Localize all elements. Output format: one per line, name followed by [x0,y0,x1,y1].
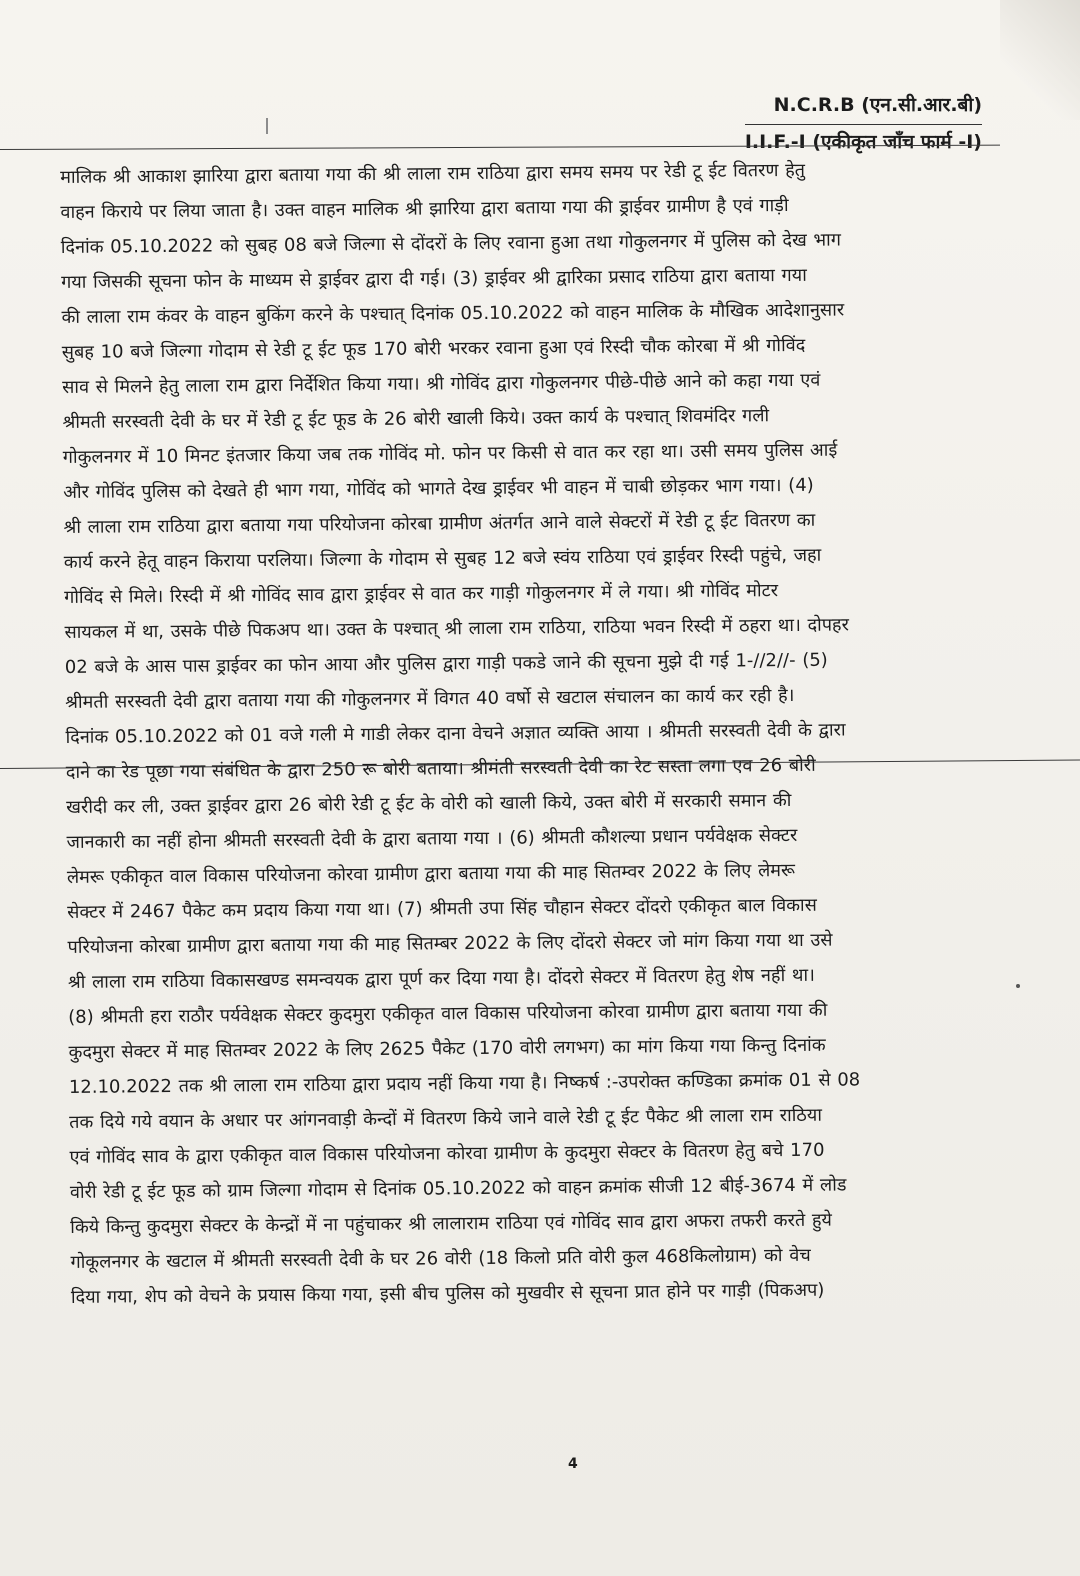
scan-speck [1016,984,1020,988]
body-line: मालिक श्री आकाश झारिया द्वारा बताया गया की श्री लाला राम राठिया द्वारा समय समय पर रेडी टू ईट वितरण हेतु [60,159,806,188]
body-line: कुदमुरा सेक्टर में माह सितम्वर 2022 के लिए 2625 पैकेट (170 वोरी लगभग) का मांग किया गया किन्तु दिनांक [68,1034,826,1063]
body-line: खरीदी कर ली, उक्त ड्राईवर द्वारा 26 बोरी रेडी टू ईट के वोरी को खाली किये, उक्त बोरी में सरकारी समान की [66,790,792,818]
body-text [60,152,951,1315]
form-header [745,88,982,159]
header-iif: I.I.F.-I (एकीकृत जाँच फार्म -I) [744,131,982,153]
body-line: तक दिये गये वयान के अधार पर आंगनवाड़ी केन्दों में वितरण किये जाने वाले रेडी टू ईट पैकेट श्री लाला राम राठिया [69,1104,823,1133]
body-line: परियोजना कोरबा ग्रामीण द्वारा बताया गया की माह सितम्बर 2022 के लिए दोंदरो सेक्टर जो मांग किया गया था उसे [67,929,833,958]
body-line: दिया गया, शेप को वेचने के प्रयास किया गया, इसी बीच पुलिस को मुखवीर से सूचना प्रात होने पर गाड़ी (पिकअप) [70,1279,825,1308]
body-line: सायकल में था, उसके पीछे पिकअप था। उक्त के पश्चात् श्री लाला राम राठिया, राठिया भवन रिस्दी में ठहरा था। दोपहर [64,614,850,643]
body-line: श्री लाला राम राठिया द्वारा बताया गया परियोजना कोरबा ग्रामीण अंतर्गत आने वाले सेक्टरों में रेडी टू ईट वितरण का [63,509,816,538]
body-line: जानकारी का नहीं होना श्रीमती सरस्वती देवी के द्वारा बताया गया । (6) श्रीमती कौशल्या प्रधान पर्यवेक्षक सेक्टर [66,824,798,853]
body-line: वाहन किराये पर लिया जाता है। उक्त वाहन मालिक श्री झारिया द्वारा बताया गया की ड्राईवर ग्रामीण है एवं गाड़ी [60,195,789,223]
body-line: सुबह 10 बजे जिल्गा गोदाम से रेडी टू ईट फूड 170 बोरी भरकर रवाना हुआ एवं रिस्दी चौक कोरबा में श्री गोविंद [61,334,806,363]
body-line: एवं गोविंद साव के द्वारा एकीकृत वाल विकास परियोजना कोरवा ग्रामीण के कुदमुरा सेक्टर के वितरण हेतु बचे 170 [69,1139,825,1168]
body-line: वोरी रेडी टू ईट फूड को ग्राम जिल्गा गोदाम से दिनांक 05.10.2022 को वाहन क्रमांक सीजी 12 बीई-3674 में लोड [69,1174,847,1203]
body-line: (8) श्रीमती हरा राठौर पर्यवेक्षक सेक्टर कुदमुरा एकीकृत वाल विकास परियोजना कोरवा ग्रामीण द्वारा बताया गया की [68,999,828,1028]
pencil-tick-mark [266,118,268,134]
body-line: सेक्टर में 2467 पैकेट कम प्रदाय किया गया था। (7) श्रीमती उपा सिंह चौहान सेक्टर दोंदरो एकीकृत बाल विकास [67,894,817,923]
body-line: दाने का रेड पूछा गया संबंधित के द्वारा 250 रू बोरी बताया। श्रीमंती सरस्वती देवी का रेट सस्ता लगा एव 26 बोरी [65,754,816,783]
body-line: किये किन्तु कुदमुरा सेक्टर के केन्द्रों में ना पहुंचाकर श्री लालाराम राठिया एवं गोविंद साव द्वारा अफरा तफरी करते हुये [70,1209,833,1238]
body-line: गोकूलनगर के खटाल में श्रीमती सरस्वती देवी के घर 26 वोरी (18 किलो प्रति वोरी कुल 468किलोग्राम) को वेच [70,1244,811,1273]
body-line: गया जिसकी सूचना फोन के माध्यम से ड्राईवर द्वारा दी गई। (3) ड्राईवर श्री द्वारिका प्रसाद राठिया द्वारा बताया गया [61,264,807,293]
page-corner-shadow [1000,0,1080,120]
body-line: दिनांक 05.10.2022 को सुबह 08 बजे जिल्गा से दोंदरों के लिए रवाना हुआ तथा गोकुलनगर में पुलिस को देख भाग [60,229,842,258]
body-line: गोकुलनगर में 10 मिनट इंतजार किया जब तक गोविंद मो. फोन पर किसी से वात कर रहा था। उसी समय पुलिस आई [62,439,838,468]
body-line: 12.10.2022 तक श्री लाला राम राठिया द्वारा प्रदाय नहीं किया गया है। निष्कर्ष :-उपरोक्त कण्डिका क्रमांक 01 से 08 [68,1069,861,1098]
body-line: दिनांक 05.10.2022 को 01 वजे गली मे गाडी लेकर दाना वेचने अज्ञात व्यक्ति आया । श्रीमती सरस्वती देवी के द्वारा [65,719,846,748]
body-line: 02 बजे के आस पास ड्राईवर का फोन आया और पुलिस द्वारा गाड़ी पकडे जाने की सूचना मुझे दी गई 1-//2//- (5) [64,649,828,678]
body-line: गोविंद से मिले। रिस्दी में श्री गोविंद साव द्वारा ड्राईवर से वात कर गाड़ी गोकुलनगर में ले गया। श्री गोविंद मोटर [64,580,779,608]
header-ncrb: N.C.R.B (एन.सी.आर.बी) [745,88,982,125]
page-number: 4 [568,1456,578,1472]
body-line: साव से मिलने हेतु लाला राम द्वारा निर्देशित किया गया। श्री गोविंद द्वारा गोकुलनगर पीछे-पीछे आने को कहा गया एवं [62,369,821,398]
body-line: श्रीमती सरस्वती देवी के घर में रेडी टू ईट फूड के 26 बोरी खाली किये। उक्त कार्य के पश्चात् शिवमंदिर गली [62,405,770,433]
body-line: और गोविंद पुलिस को देखते ही भाग गया, गोविंद को भागते देख ड्राईवर भी वाहन में चाबी छोड़कर भाग गया। (4) [63,474,814,503]
body-line: की लाला राम कंवर के वाहन बुकिंग करने के पश्चात् दिनांक 05.10.2022 को वाहन मालिक के मौखिक आदेशानुसार [61,299,845,328]
body-line: श्री लाला राम राठिया विकासखण्ड समन्वयक द्वारा पूर्ण कर दिया गया है। दोंदरो सेक्टर में वितरण हेतु शेष नहीं था। [67,964,816,993]
body-line: कार्य करने हेतू वाहन किराया परलिया। जिल्गा के गोदाम से सुबह 12 बजे स्वंय राठिया एवं ड्राईवर रिस्दी पहुंचे, जहा [63,544,822,573]
body-line: श्रीमती सरस्वती देवी द्वारा वताया गया की गोकुलनगर में विगत 40 वर्षो से खटाल संचालन का कार्य कर रही है। [65,684,795,713]
body-line: लेमरू एकीकृत वाल विकास परियोजना कोरवा ग्रामीण द्वारा बताया गया की माह सितम्वर 2022 के लिए लेमरू [66,859,796,888]
